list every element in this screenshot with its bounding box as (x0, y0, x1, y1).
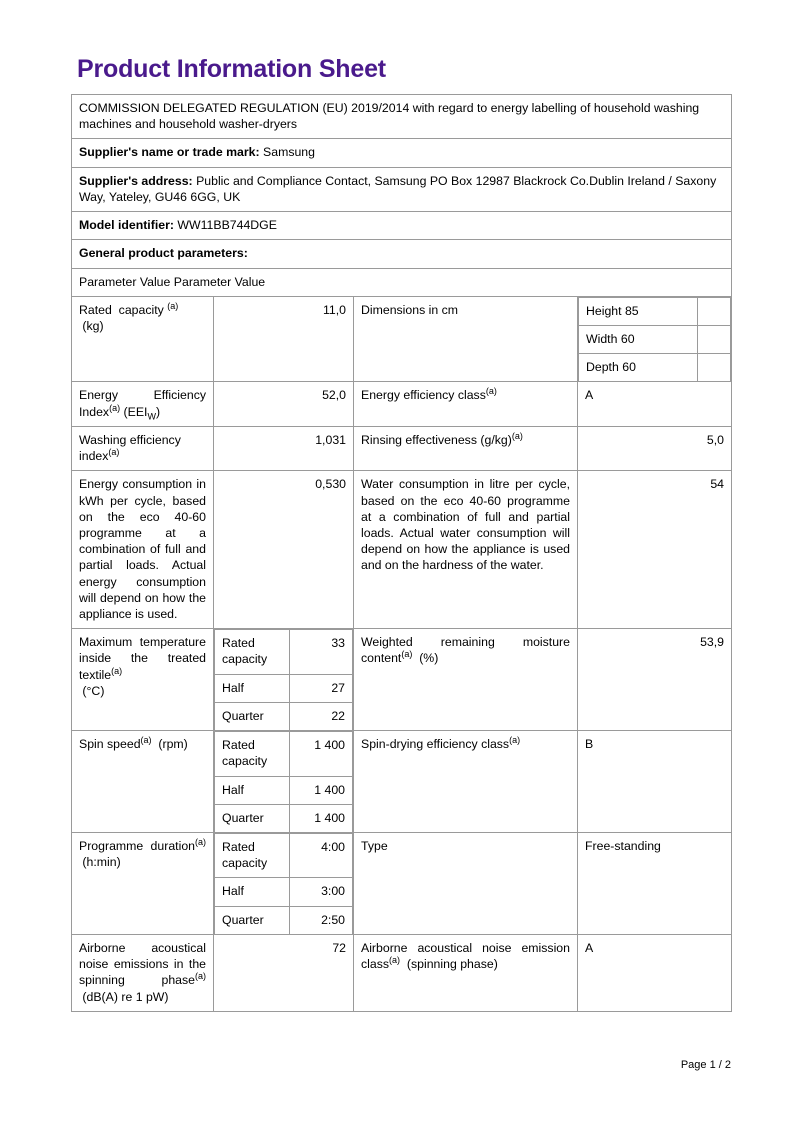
spin-drying-class-label: Spin-drying efficiency class$^{(a)}$ (354, 731, 578, 833)
noise-class-value: A (578, 934, 732, 1011)
duration-half-value: 3:00 (290, 878, 353, 906)
subrow-quarter (215, 906, 353, 934)
programme-duration-subtable-cell (214, 833, 354, 935)
max-temp-half-value: 27 (290, 674, 353, 702)
eei-value: 52,0 (214, 382, 354, 426)
spin-rated-value: 1 400 (290, 732, 353, 776)
rated-capacity-value: 11,0 (214, 296, 354, 382)
dimension-height: Height 85 (579, 297, 698, 325)
model-identifier-value: WW11BB744DGE (177, 218, 277, 233)
type-label: Type (354, 833, 578, 935)
supplier-address-label: Supplier's address: (79, 173, 193, 188)
subrow-quarter (215, 804, 353, 832)
subrow-quarter (215, 702, 353, 730)
supplier-name-label: Supplier's name or trade mark: (79, 145, 260, 160)
row-eei (72, 382, 732, 426)
rinsing-effectiveness-value: 5,0 (578, 426, 732, 470)
dimension-row (579, 354, 731, 382)
remaining-moisture-value: 53,9 (578, 629, 732, 731)
max-temp-half-label: Half (215, 674, 290, 702)
duration-rated-label: Rated capacity (215, 834, 290, 878)
energy-class-label: Energy efficiency class$^{(a)}$ (354, 382, 578, 426)
noise-value: 72 (214, 934, 354, 1011)
row-programme-duration (72, 833, 732, 935)
dimension-depth: Depth 60 (579, 354, 698, 382)
spin-speed-subtable-cell (214, 731, 354, 833)
row-max-temperature (72, 629, 732, 731)
dimensions-label: Dimensions in cm (354, 296, 578, 382)
row-energy-consumption (72, 471, 732, 629)
max-temp-quarter-value: 22 (290, 702, 353, 730)
dimensions-cell (578, 296, 732, 382)
product-table (71, 94, 732, 1012)
duration-rated-value: 4:00 (290, 834, 353, 878)
water-consumption-value: 54 (578, 471, 732, 629)
spin-drying-class-value: B (578, 731, 732, 833)
page-title: Product Information Sheet (77, 55, 386, 83)
spin-quarter-label: Quarter (215, 804, 290, 832)
subrow-half (215, 878, 353, 906)
row-rated-capacity (72, 296, 732, 382)
programme-duration-label: Programme duration$^{(a)}$ (h:min) (72, 833, 214, 935)
washing-efficiency-label: Washing efficiency index$^{(a)}$ (72, 426, 214, 470)
model-identifier-row (72, 212, 732, 240)
dimension-row (579, 297, 731, 325)
type-value: Free-standing (578, 833, 732, 935)
subrow-half (215, 776, 353, 804)
duration-half-label: Half (215, 878, 290, 906)
noise-class-label: Airborne acoustical noise emission class$^{(a)}$ (spinning phase) (354, 934, 578, 1011)
max-temperature-subtable-cell (214, 629, 354, 731)
max-temp-rated-value: 33 (290, 630, 353, 674)
noise-label: Airborne acoustical noise emissions in the spinning phase$^{(a)}$ (dB(A) re 1 pW) (72, 934, 214, 1011)
dimension-height-spacer (698, 297, 731, 325)
spin-speed-label: Spin speed$^{(a)}$ (rpm) (72, 731, 214, 833)
energy-consumption-label: Energy consumption in kWh per cycle, based on the eco 40-60 programme at a combination of full and partial loads. Actual energy consumption will depend on how the appliance is used. (72, 471, 214, 629)
general-parameters-row (72, 240, 732, 268)
remaining-moisture-label: Weighted remaining moisture content$^{(a)}$ (%) (354, 629, 578, 731)
max-temperature-label: Maximum temperature inside the treated textile$^{(a)}$ (°C) (72, 629, 214, 731)
supplier-address-row (72, 167, 732, 211)
row-spin-speed (72, 731, 732, 833)
dimension-row (579, 325, 731, 353)
energy-class-value: A (578, 382, 732, 426)
rated-capacity-label: Rated capacity $^{(a)}$ (kg) (72, 296, 214, 382)
product-information-sheet (71, 47, 731, 1071)
spin-rated-label: Rated capacity (215, 732, 290, 776)
supplier-name-value: Samsung (263, 145, 315, 160)
energy-consumption-value: 0,530 (214, 471, 354, 629)
spin-quarter-value: 1 400 (290, 804, 353, 832)
supplier-name-cell (72, 139, 732, 167)
washing-efficiency-value: 1,031 (214, 426, 354, 470)
rinsing-effectiveness-label: Rinsing effectiveness $(g/kg)^{(a)}$ (354, 426, 578, 470)
subrow-rated-capacity (215, 732, 353, 776)
row-washing-efficiency (72, 426, 732, 470)
column-header: Parameter Value Parameter Value (72, 268, 732, 296)
regulation-row (72, 95, 732, 139)
column-header-row (72, 268, 732, 296)
eei-label: Energy Efficiency Index$^{(a)}$ $(EEI_W)$ (72, 382, 214, 426)
duration-quarter-value: 2:50 (290, 906, 353, 934)
spin-half-value: 1 400 (290, 776, 353, 804)
page-footer: Page 1 / 2 (680, 1059, 731, 1071)
model-identifier-cell (72, 212, 732, 240)
supplier-address-cell (72, 167, 732, 211)
supplier-name-row (72, 139, 732, 167)
general-parameters-label: General product parameters: (72, 240, 732, 268)
spin-half-label: Half (215, 776, 290, 804)
dimension-width-spacer (698, 325, 731, 353)
subrow-rated-capacity (215, 630, 353, 674)
supplier-address-value: Public and Compliance Contact, Samsung PO Box 12987 Blackrock Co.Dublin Ireland / Saxony Way, Yateley, GU46 6GG, UK (79, 173, 717, 204)
water-consumption-label: Water consumption in litre per cycle, based on the eco 40-60 programme at a combination of full and partial loads. Actual water consumption will depend on how the appliance is used and on the hardness of the water. (354, 471, 578, 629)
subrow-half (215, 674, 353, 702)
row-noise (72, 934, 732, 1011)
dimension-depth-spacer (698, 354, 731, 382)
max-temp-quarter-label: Quarter (215, 702, 290, 730)
dimension-width: Width 60 (579, 325, 698, 353)
model-identifier-label: Model identifier: (79, 218, 174, 233)
max-temp-rated-label: Rated capacity (215, 630, 290, 674)
regulation-text: COMMISSION DELEGATED REGULATION (EU) 2019/2014 with regard to energy labelling of household washing machines and household washer-dryers (72, 95, 732, 139)
duration-quarter-label: Quarter (215, 906, 290, 934)
subrow-rated-capacity (215, 834, 353, 878)
